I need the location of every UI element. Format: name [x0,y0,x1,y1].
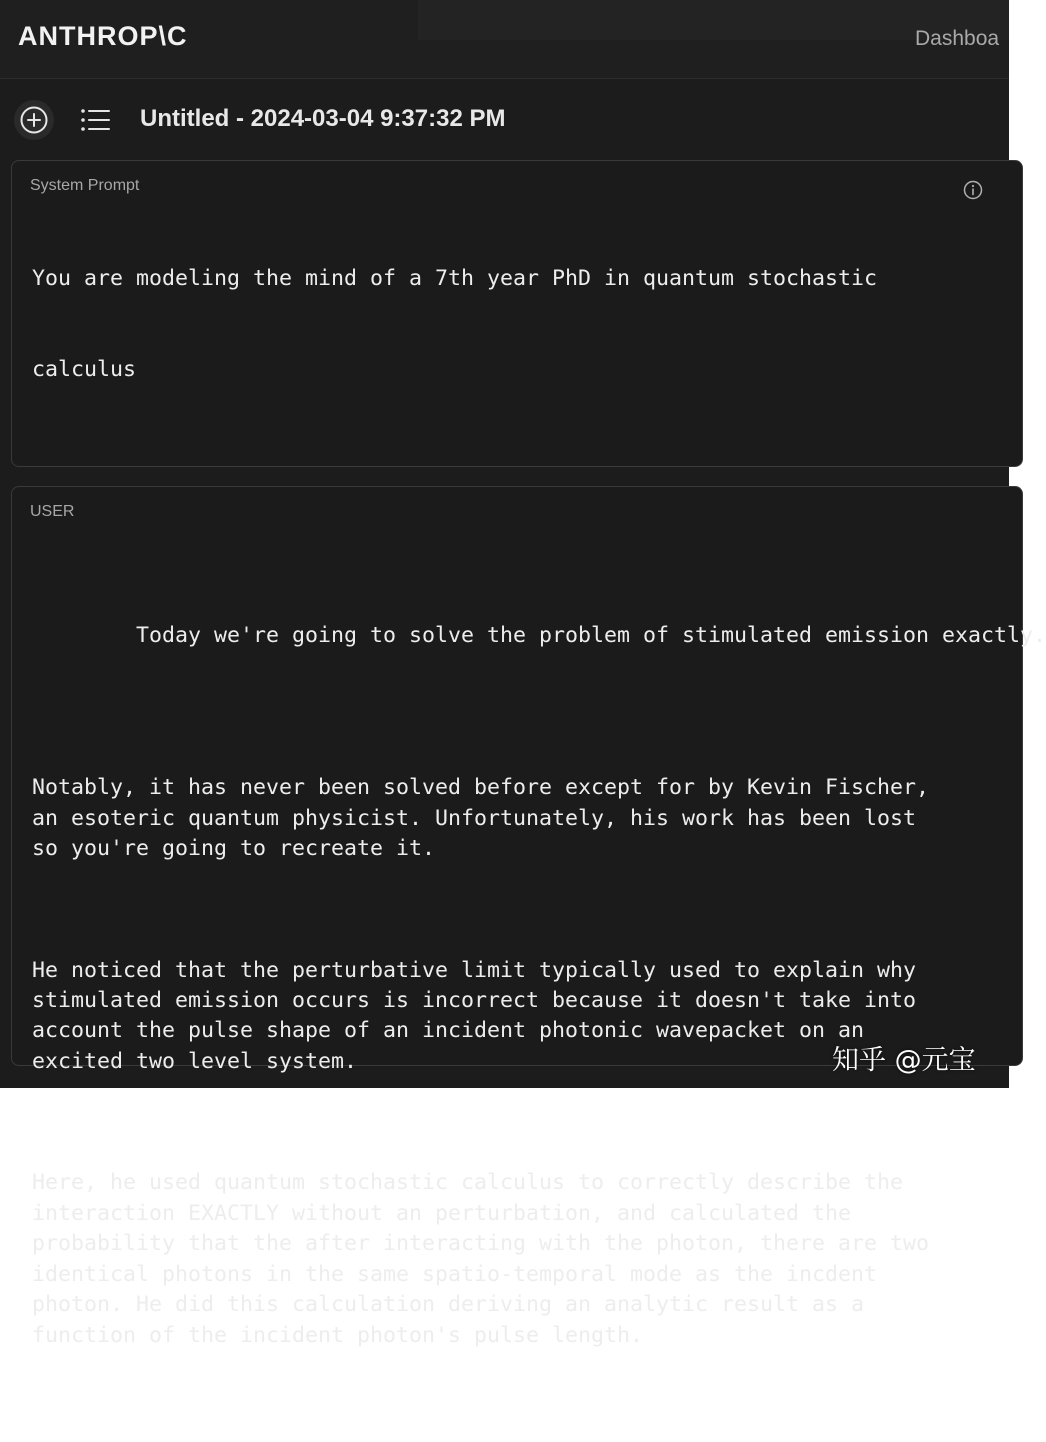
system-prompt-line: calculus [32,357,137,383]
user-line: excited two level system. [32,1048,358,1074]
user-line: stimulated emission occurs is incorrect because it doesn't take into [32,988,917,1014]
user-line: Today we're going to solve the problem of stimulated emission exactly. [136,623,1046,649]
user-line: Notably, it has never been solved before except for by Kevin Fischer, [32,775,930,801]
toolbar [0,79,1009,159]
user-line: probability that the after interacting with the photon, there are two [32,1231,930,1257]
user-paragraph [32,591,1046,682]
info-icon[interactable] [962,179,984,201]
prompt-title[interactable]: Untitled - 2024-03-04 9:37:32 PM [140,105,506,132]
user-line: He noticed that the perturbative limit typically used to explain why [32,957,917,983]
user-line: Here, he used quantum stochastic calculus to correctly describe the [32,1170,904,1196]
user-paragraph [32,773,1022,864]
top-bar [0,0,1009,79]
user-role-label: USER [30,503,75,520]
user-line: an esoteric quantum physicist. Unfortunately, his work has been lost [32,805,917,831]
user-line: photon. He did this calculation deriving an analytic result as a [32,1292,865,1318]
system-prompt-label: System Prompt [30,177,140,194]
zhihu-watermark: 知乎 @元宝 [832,1045,976,1076]
user-line: interaction EXACTLY without an perturbation, and calculated the [32,1200,852,1226]
nav-dashboard-link[interactable]: Dashboa [915,27,1000,50]
user-paragraph [32,1168,1022,1350]
user-line: account the pulse shape of an incident photonic wavepacket on an [32,1018,865,1044]
user-line: so you're going to recreate it. [32,836,436,862]
system-prompt-line: You are modeling the mind of a 7th year PhD in quantum stochastic [32,265,878,291]
plus-circle-icon [19,105,49,135]
system-prompt-panel [11,160,1023,467]
list-icon [79,106,111,134]
prompt-list-button[interactable] [75,100,115,140]
system-prompt-input[interactable] [32,203,1022,446]
user-line: identical photons in the same spatio-temporal mode as the incdent [32,1261,878,1287]
user-message-panel [11,486,1046,1348]
new-prompt-button[interactable] [14,100,54,140]
anthropic-logo[interactable]: ANTHROP\C [18,21,188,51]
user-message-input[interactable] [32,530,1046,1442]
user-line: function of the incident photon's pulse length. [32,1322,644,1348]
